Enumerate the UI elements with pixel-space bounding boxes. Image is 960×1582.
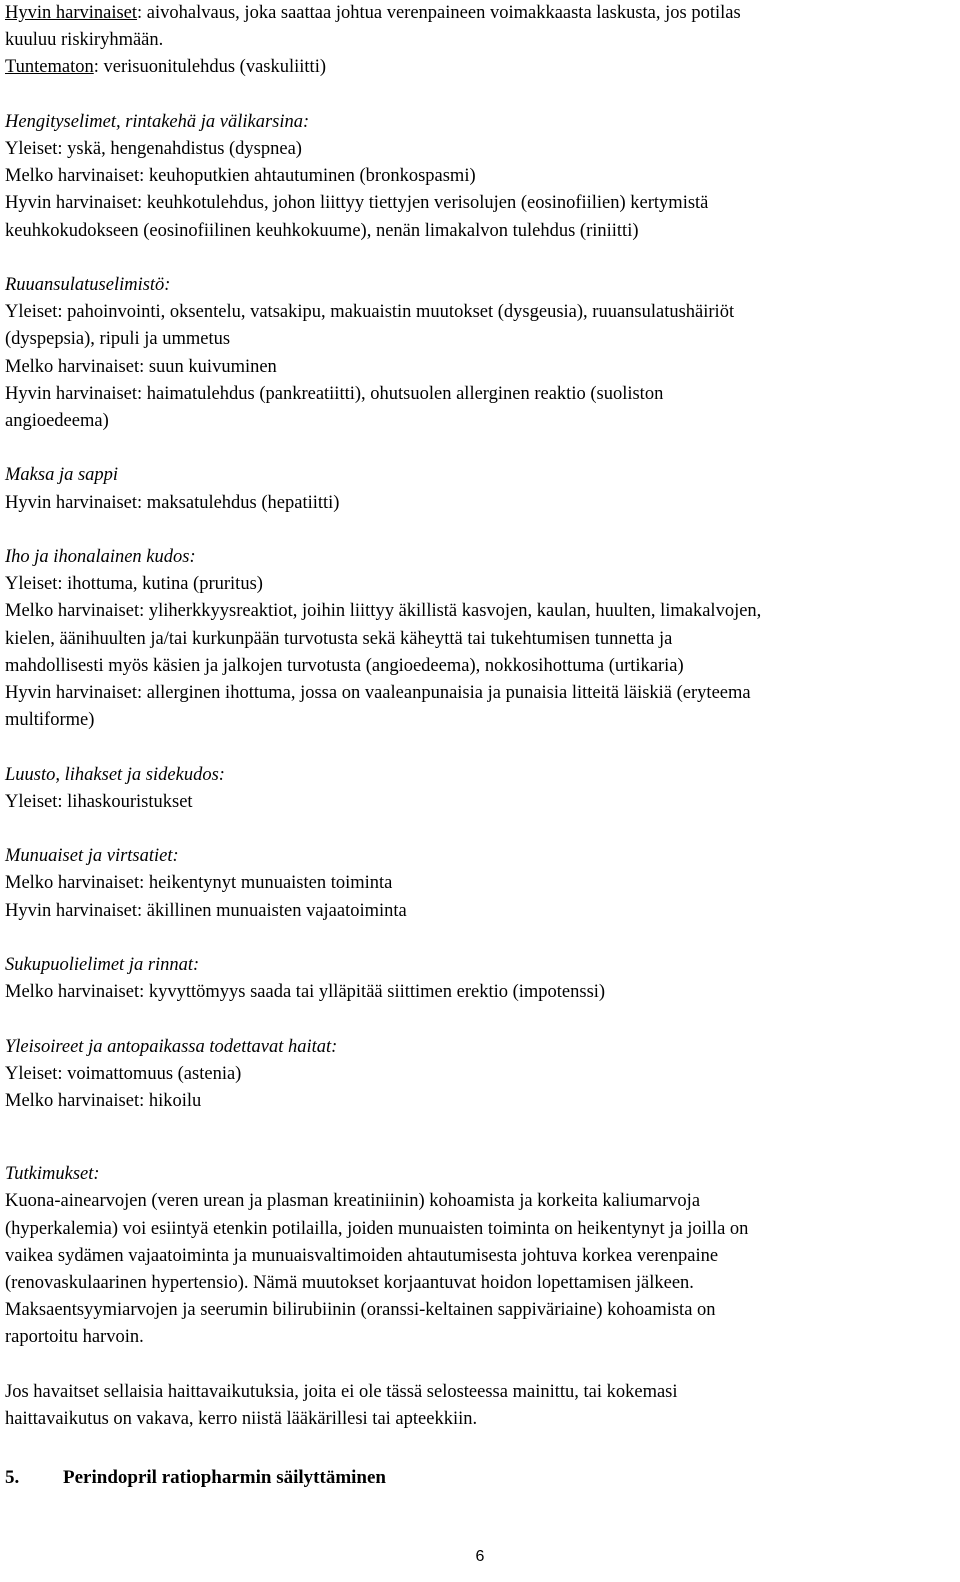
closing-line: Jos havaitset sellaisia haittavaikutuksia, joita ei ole tässä selosteessa mainittu, tai kokemasi bbox=[5, 1381, 678, 1402]
closing-line: haittavaikutus on vakava, kerro niistä lääkärillesi tai apteekkiin. bbox=[5, 1409, 478, 1430]
frequency-label-unknown: Tuntematon bbox=[5, 57, 94, 78]
section-heading-respiratory: Hengityselimet, rintakehä ja välikarsina: bbox=[5, 111, 310, 132]
renal-line: Melko harvinaiset: heikentynyt munuaisten toiminta bbox=[5, 873, 393, 894]
general-line: Yleiset: voimattomuus (astenia) bbox=[5, 1063, 242, 1084]
section-heading-gastrointestinal: Ruuansulatuselimistö: bbox=[5, 275, 171, 295]
section-5-number: 5. bbox=[5, 1467, 20, 1489]
reproductive-line: Melko harvinaiset: kyvyttömyys saada tai ylläpitää siittimen erektio (impotenssi) bbox=[5, 982, 606, 1003]
skin-line: Melko harvinaiset: yliherkkyysreaktiot, joihin liittyy äkillistä kasvojen, kaulan, huulten, limakalvojen, bbox=[5, 601, 762, 622]
renal-line: Hyvin harvinaiset: äkillinen munuaisten vajaatoiminta bbox=[5, 900, 407, 921]
gastrointestinal-line: angioedeema) bbox=[5, 411, 109, 432]
section-heading-reproductive: Sukupuolielimet ja rinnat: bbox=[5, 955, 200, 975]
respiratory-line: Hyvin harvinaiset: keuhkotulehdus, johon liittyy tiettyjen verisolujen (eosinofiilien) kertymistä bbox=[5, 193, 709, 214]
investigations-line: Kuona-ainearvojen (veren urean ja plasman kreatiniinin) kohoamista ja korkeita kaliumarvoja bbox=[5, 1191, 701, 1212]
top-line-3: Tuntematon: verisuonitulehdus (vaskuliitti) bbox=[5, 57, 327, 78]
top-line-2: kuuluu riskiryhmään. bbox=[5, 30, 164, 51]
investigations-line: (hyperkalemia) voi esiintyä etenkin potilailla, joiden munuaisten toiminta on heikentynyt ja joilla on bbox=[5, 1218, 749, 1239]
liver-line: Hyvin harvinaiset: maksatulehdus (hepatiitti) bbox=[5, 492, 340, 513]
respiratory-line: Melko harvinaiset: keuhoputkien ahtautuminen (bronkospasmi) bbox=[5, 166, 476, 187]
section-heading-general: Yleisoireet ja antopaikassa todettavat haitat: bbox=[5, 1036, 338, 1057]
section-heading-renal: Munuaiset ja virtsatiet: bbox=[5, 846, 179, 867]
general-line: Melko harvinaiset: hikoilu bbox=[5, 1091, 202, 1111]
section-5-title: Perindopril ratiopharmin säilyttäminen bbox=[63, 1467, 386, 1489]
skin-line: kielen, äänihuulten ja/tai kurkunpään turvotusta sekä käheyttä tai tukehtumisen tunnetta ja bbox=[5, 628, 673, 649]
document-page bbox=[5, 0, 955, 1492]
gastrointestinal-line: (dyspepsia), ripuli ja ummetus bbox=[5, 329, 231, 350]
section-heading-musculoskeletal: Luusto, lihakset ja sidekudos: bbox=[5, 764, 225, 785]
investigations-line: raportoitu harvoin. bbox=[5, 1327, 144, 1348]
skin-line: multiforme) bbox=[5, 710, 95, 731]
musculoskeletal-line: Yleiset: lihaskouristukset bbox=[5, 791, 193, 812]
skin-line: mahdollisesti myös käsien ja jalkojen turvotusta (angioedeema), nokkosihottuma (urtikaria) bbox=[5, 655, 684, 676]
investigations-line: vaikea sydämen vajaatoiminta ja munuaisvaltimoiden ahtautumisesta johtuva korkea verenpaine bbox=[5, 1245, 719, 1266]
frequency-label-very-rare: Hyvin harvinaiset bbox=[5, 3, 138, 23]
gastrointestinal-line: Hyvin harvinaiset: haimatulehdus (pankreatiitti), ohutsuolen allerginen reaktio (suoliston bbox=[5, 383, 664, 404]
top-line-1: Hyvin harvinaiset: aivohalvaus, joka saattaa johtua verenpaineen voimakkaasta laskusta, jos potilas bbox=[5, 3, 741, 23]
skin-line: Hyvin harvinaiset: allerginen ihottuma, jossa on vaaleanpunaisia ja punaisia litteitä läiskiä (eryteema bbox=[5, 683, 751, 704]
section-heading-investigations: Tutkimukset: bbox=[5, 1164, 100, 1185]
skin-line: Yleiset: ihottuma, kutina (pruritus) bbox=[5, 574, 263, 595]
section-heading-skin: Iho ja ihonalainen kudos: bbox=[5, 547, 196, 567]
gastrointestinal-line: Melko harvinaiset: suun kuivuminen bbox=[5, 356, 277, 377]
gastrointestinal-line: Yleiset: pahoinvointi, oksentelu, vatsakipu, makuaistin muutokset (dysgeusia), ruuansulatushäiriöt bbox=[5, 302, 735, 323]
respiratory-line: Yleiset: yskä, hengenahdistus (dyspnea) bbox=[5, 139, 302, 159]
respiratory-line: keuhkokudokseen (eosinofiilinen keuhkokuume), nenän limakalvon tulehdus (riniitti) bbox=[5, 220, 639, 241]
section-5-heading bbox=[5, 1464, 955, 1491]
page-number: 6 bbox=[475, 1548, 485, 1565]
investigations-line: Maksaentsyymiarvojen ja seerumin bilirubiinin (oranssi-keltainen sappiväriaine) kohoamista on bbox=[5, 1300, 716, 1321]
section-heading-liver: Maksa ja sappi bbox=[5, 465, 119, 486]
investigations-line: (renovaskulaarinen hypertensio). Nämä muutokset korjaantuvat hoidon lopettamisen jälkeen. bbox=[5, 1273, 694, 1294]
